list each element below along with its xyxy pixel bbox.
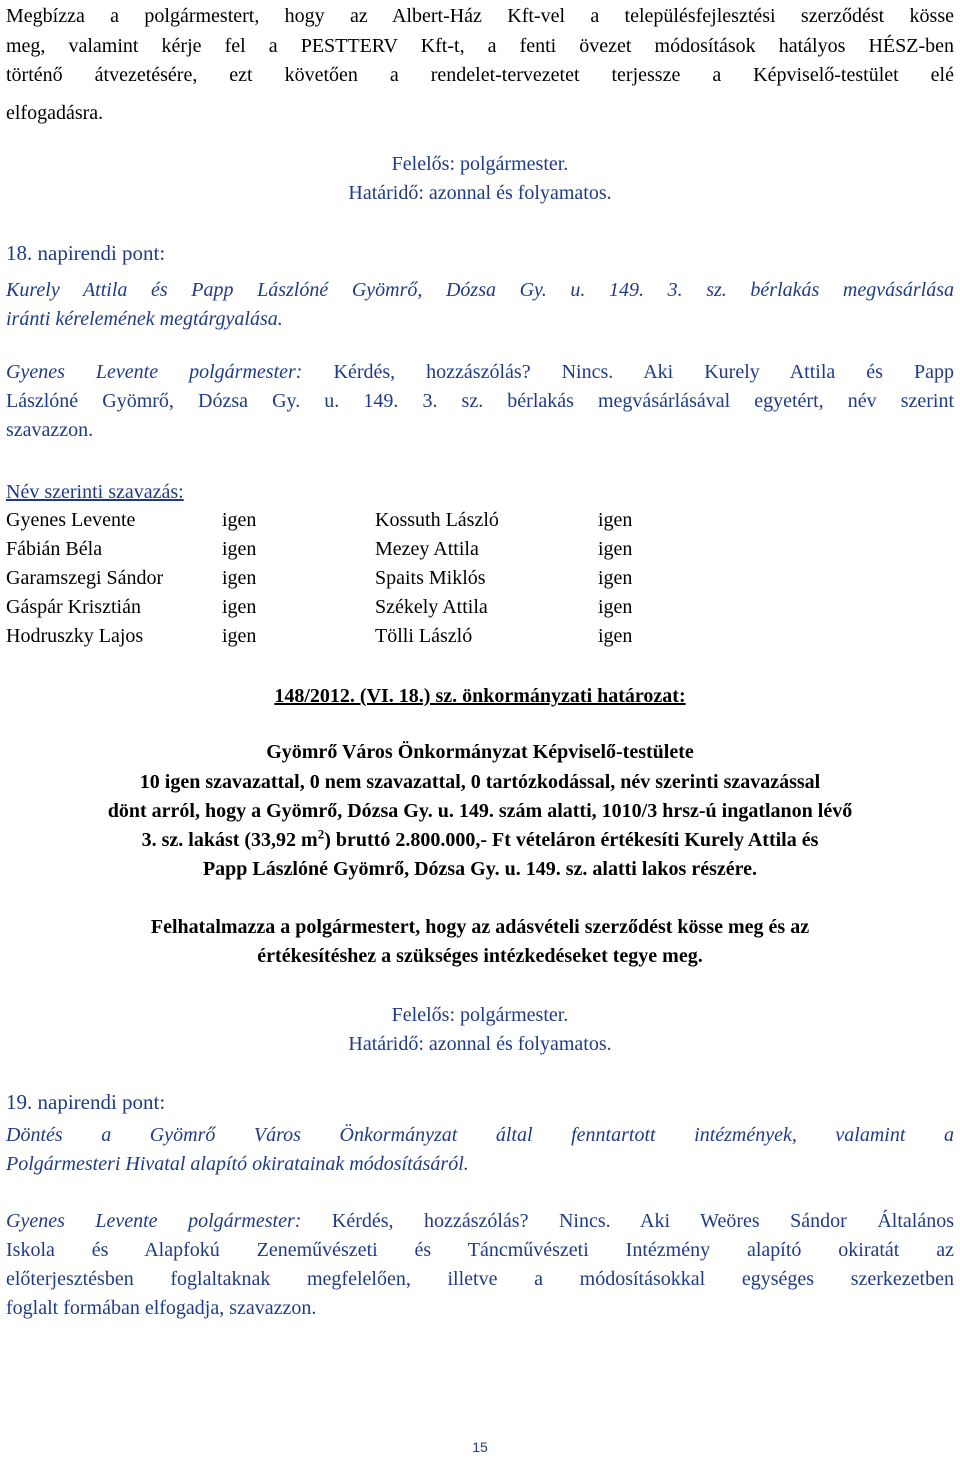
speech-line — [6, 358, 954, 387]
felelos-line: Felelős: polgármester. — [391, 153, 569, 175]
agenda-item-title: Kurely Attila és Papp Lászlóné Gyömrő, Dózsa Gy. u. 149. 3. sz. bérlakás megvásárlása — [6, 279, 954, 301]
voter-name: Gáspár Krisztián — [6, 596, 141, 618]
voter-name: Mezey Attila — [375, 538, 479, 560]
hatarido-line: Határidő: azonnal és folyamatos. — [348, 182, 612, 204]
vote-value: igen — [222, 538, 257, 560]
speaker-name: Gyenes Levente polgármester: — [6, 361, 303, 383]
vote-value: igen — [222, 509, 257, 531]
page-number: 15 — [472, 1439, 488, 1455]
voter-name: Gyenes Levente — [6, 509, 136, 531]
hatarido-line: Határidő: azonnal és folyamatos. — [348, 1033, 612, 1055]
resolution-line: Papp Lászlóné Gyömrő, Dózsa Gy. u. 149. sz. alatti lakos részére. — [202, 858, 758, 880]
voter-name: Székely Attila — [375, 596, 488, 618]
voter-name: Spaits Miklós — [375, 567, 486, 589]
speech-line: foglalt formában elfogadja, szavazzon. — [6, 1297, 317, 1319]
vote-value: igen — [598, 625, 633, 647]
speech-text: Kérdés, hozzászólás? Nincs. Aki Kurely Attila és Papp — [333, 361, 954, 383]
intro-line: történő átvezetésére, ezt követően a rendelet-tervezetet terjessze a Képviselő-testület elé — [6, 64, 954, 86]
resolution-line: dönt arról, hogy a Gyömrő, Dózsa Gy. u. 149. szám alatti, 1010/3 hrsz-ú ingatlanon lévő — [107, 800, 853, 822]
superscript: 2 — [317, 826, 325, 842]
authorization-line: Felhatalmazza a polgármestert, hogy az adásvételi szerződést kösse meg és az — [150, 916, 810, 938]
vote-value: igen — [598, 538, 633, 560]
vote-value: igen — [222, 567, 257, 589]
vote-value: igen — [598, 596, 633, 618]
intro-line: meg, valamint kérje fel a PESTTERV Kft-t, a fenti övezet módosítások hatályos HÉSZ-ben — [6, 35, 954, 57]
voter-name: Garamszegi Sándor — [6, 567, 164, 589]
agenda-item-heading: 18. napirendi pont: — [6, 241, 166, 265]
vote-value: igen — [598, 509, 633, 531]
resolution-text: ) bruttó 2.800.000,- Ft vételáron értékesíti Kurely Attila és — [324, 829, 819, 851]
speaker-name: Gyenes Levente polgármester: — [6, 1210, 302, 1232]
resolution-line: 10 igen szavazattal, 0 nem szavazattal, 0 tartózkodással, név szerinti szavazással — [139, 771, 821, 793]
voter-name: Fábián Béla — [6, 538, 103, 560]
speech-line — [6, 1207, 954, 1236]
agenda-item-title: Döntés a Gyömrő Város Önkormányzat által fenntartott intézmények, valamint a — [6, 1124, 954, 1146]
resolution-text: 3. sz. lakást (33,92 m — [141, 829, 318, 851]
vote-value: igen — [222, 596, 257, 618]
authorization-line: értékesítéshez a szükséges intézkedéseket tegye meg. — [257, 945, 703, 967]
intro-line: Megbízza a polgármestert, hogy az Albert-Ház Kft-vel a településfejlesztési szerződést kösse — [6, 5, 954, 27]
felelos-line: Felelős: polgármester. — [391, 1004, 569, 1026]
resolution-line — [6, 826, 954, 855]
agenda-item-title: Polgármesteri Hivatal alapító okiratainak módosításáról. — [6, 1153, 469, 1175]
speech-line: Lászlóné Gyömrő, Dózsa Gy. u. 149. 3. sz. bérlakás megvásárlásával egyetért, név szerint — [6, 390, 954, 412]
speech-line: előterjesztésben foglaltaknak megfelelően, illetve a módosításokkal egységes szerkezetben — [6, 1268, 954, 1290]
voter-name: Kossuth László — [375, 509, 499, 531]
vote-value: igen — [222, 625, 257, 647]
intro-line: elfogadásra. — [6, 102, 104, 124]
speech-text: Kérdés, hozzászólás? Nincs. Aki Weöres Sándor Általános — [331, 1210, 954, 1232]
vote-heading: Név szerinti szavazás: — [6, 481, 184, 503]
resolution-body: Gyömrő Város Önkormányzat Képviselő-testülete — [266, 741, 694, 763]
voter-name: Hodruszky Lajos — [6, 625, 144, 647]
speech-line: Iskola és Alapfokú Zeneművészeti és Táncművészeti Intézmény alapító okiratát az — [6, 1239, 954, 1261]
voter-name: Tölli László — [375, 625, 473, 647]
vote-value: igen — [598, 567, 633, 589]
speech-line: szavazzon. — [6, 419, 94, 441]
resolution-number: 148/2012. (VI. 18.) sz. önkormányzati határozat: — [274, 685, 686, 707]
agenda-item-heading: 19. napirendi pont: — [6, 1090, 166, 1114]
agenda-item-title: iránti kérelemének megtárgyalása. — [6, 308, 283, 330]
